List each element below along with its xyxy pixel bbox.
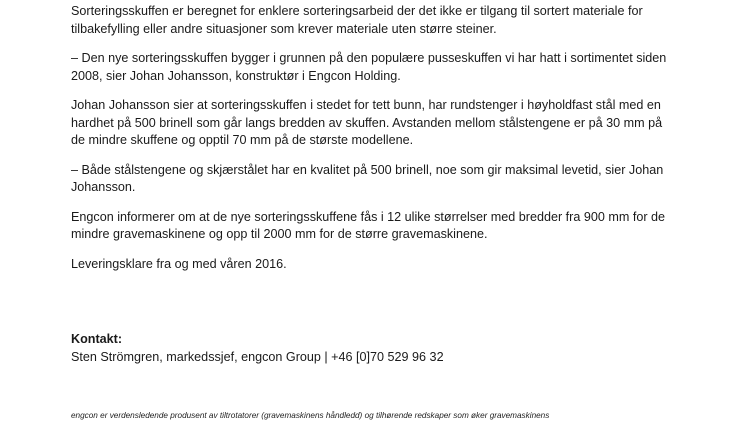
paragraph-availability: Leveringsklare fra og med våren 2016. — [71, 256, 287, 271]
paragraph-technical-details: Johan Johansson sier at sorteringsskuffen i stedet for tett bunn, har rundstenger i høyholdfast stål med en hardhet på 500 brinell som går langs bredden av skuffen. Avstanden mellom stålstengene er på 30 mm på de mindre skuffene og opptil 70 mm på de største modellene. — [71, 98, 663, 147]
paragraph-quote-background: – Den nye sorteringsskuffen bygger i grunnen på den populære pusseskuffen vi har hatt i sortimentet siden 2008, sier Johan Johansson, konstruktør i Engcon Holding. — [71, 51, 667, 83]
paragraph-sizes: Engcon informerer om at de nye sorteringsskuffene fås i 12 ulike størrelser med bredder fra 900 mm for de mindre gravemaskinene og opp til 2000 mm for de større gravemaskinene. — [71, 209, 666, 241]
contact-label: Kontakt: — [71, 332, 123, 346]
paragraph-intro: Sorteringsskuffen er beregnet for enklere sorteringsarbeid der det ikke er tilgang til sortert materiale for tilbakefylling eller andre situasjoner som krever materiale uten større steiner. — [71, 4, 643, 36]
footer-boilerplate: engcon er verdensledende produsent av tiltrotatorer (gravemaskinens håndledd) og tilhørende redskaper som øker gravemaskinens — [71, 411, 550, 420]
paragraph-quote-quality: – Både stålstengene og skjærstålet har en kvalitet på 500 brinell, noe som gir maksimal levetid, sier Johan Johansson. — [71, 162, 664, 194]
press-release-body — [71, 3, 671, 285]
contact-details: Sten Strömgren, markedssjef, engcon Group | +46 [0]70 529 96 32 — [71, 349, 444, 364]
contact-section — [71, 331, 671, 366]
